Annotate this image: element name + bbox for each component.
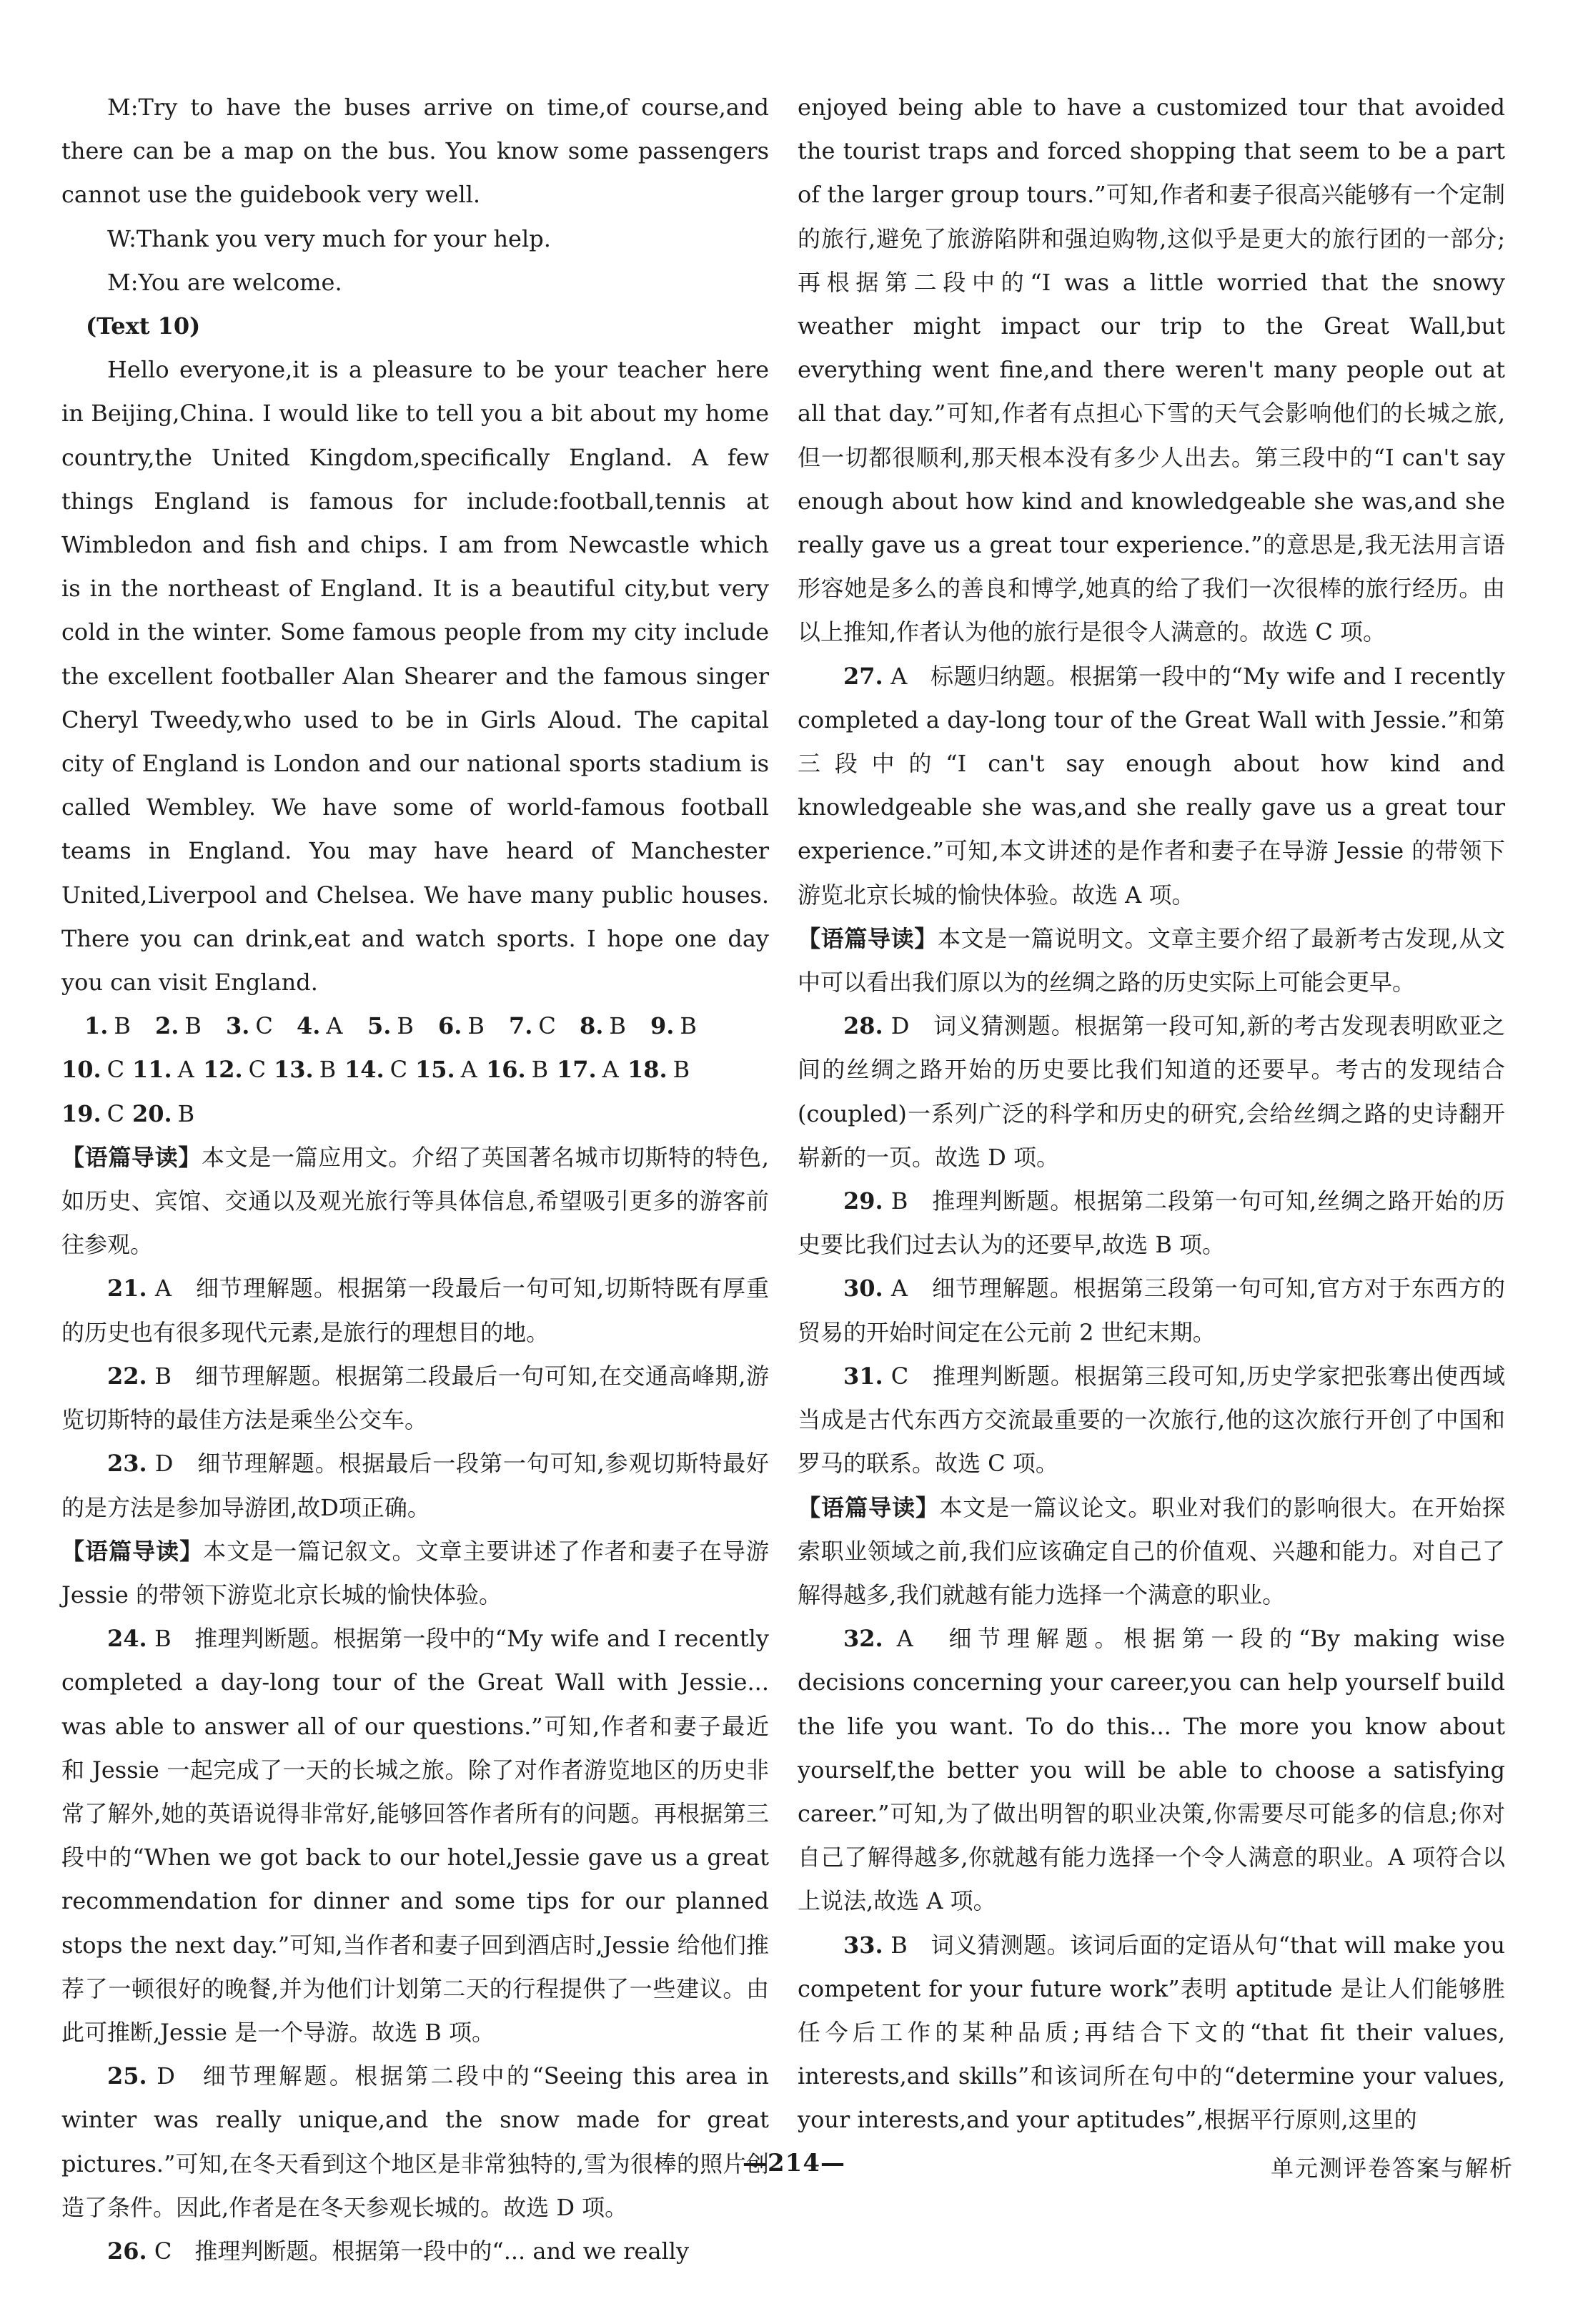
explanation-24: 24. B 推理判断题。根据第一段中的“My wife and I recently completed a day-long tour of the Great Wall with Jessie... was able to answer all of our questions.”可知,作者和妻子最近和 Jessie 一起完成了一天的长城之旅。除了对作者游览地区的历史非常了解外,她的英语说得非常好,能够回答作者所有的问题。再根据第三段中的“When we got back to our hotel,Jessie gave us a great recommendation for dinner and some tips for our planned stops the next day.”可知,当作者和妻子回到酒店时,Jessie 给他们推荐了一顿很好的晚餐,并为他们计划第二天的行程提供了一些建议。由此可推断,Jessie 是一个导游。故选 B 项。 [61,1625,769,2046]
answer-item: 10. C [61,1056,125,1084]
question-number: 23. [107,1450,147,1478]
reading-guide [798,917,1505,1004]
answer-key-list [61,1004,769,1048]
text10-heading: (Text 10) [86,312,201,340]
reading-guide-text: 本文是一篇记叙文。文章主要讲述了作者和妻子在导游 Jessie 的带领下游览北京长城的愉快体验。 [61,1537,769,1608]
page-number: —214— [743,2149,845,2177]
explanation-25: 25. D 细节理解题。根据第二段中的“Seeing this area in winter was really unique,and the snow made for great pictures.”可知,在冬天看到这个地区是非常独特的,雪为很棒的照片创造了条件。因此,作者是在冬天参观长城的。故选 D 项。 [61,2062,769,2221]
reading-guide-text: 本文是一篇应用文。介绍了英国著名城市切斯特的特色,如历史、宾馆、交通以及观光旅行等具体信息,希望吸引更多的游客前往参观。 [61,1143,769,1259]
page-footer [0,2145,1588,2202]
reading-guide [61,1530,769,1617]
answer-item: 5. B [367,1012,414,1040]
explanation-23: 23. D 细节理解题。根据最后一段第一句可知,参观切斯特最好的是方法是参加导游团,故D项正确。 [61,1450,769,1521]
question-number: 26. [107,2237,147,2265]
dialogue-line: W:Thank you very much for your help. [107,224,551,252]
explanation-21: 21. A 细节理解题。根据第一段最后一句可知,切斯特既有厚重的历史也有很多现代元素,是旅行的理想目的地。 [61,1275,769,1346]
question-number: 31. [843,1362,883,1390]
reading-guide-tag: 【语篇导读】 [61,1143,202,1171]
reading-guide [61,1136,769,1267]
explanation-26-start: 26. C 推理判断题。根据第一段中的“... and we really [107,2237,690,2265]
answer-item: 9. B [650,1012,697,1040]
answer-item: 15. A [415,1056,477,1084]
question-number: 28. [843,1012,883,1040]
answer-item: 7. C [509,1012,556,1040]
reading-guide-text: 本文是一篇说明文。文章主要介绍了最新考古发现,从文中可以看出我们原以为的丝绸之路的历史实际上可能会更早。 [798,924,1505,997]
question-number: 33. [843,1931,883,1959]
answer-key-list [61,1092,769,1136]
explanation-29: 29. B 推理判断题。根据第二段第一句可知,丝绸之路开始的历史要比我们过去认为的还要早,故选 B 项。 [798,1187,1505,1259]
answer-item: 12. C [203,1056,267,1084]
footer-title: 单元测评卷答案与解析 [1270,2155,1514,2182]
explanation-31: 31. C 推理判断题。根据第三段可知,历史学家把张骞出使西域当成是古代东西方交流最重要的一次旅行,他的这次旅行开创了中国和罗马的联系。故选 C 项。 [798,1362,1505,1478]
answer-item: 17. A [557,1056,619,1084]
left-column [61,86,769,2273]
text10-body: Hello everyone,it is a pleasure to be your teacher here in Beijing,China. I would like to tell you a bit about my home country,the United Kingdom,specifically England. A few things England is famous for include:football,tennis at Wimbledon and fish and chips. I am from Newcastle which is in the northeast of England. It is a beautiful city,but very cold in the winter. Some famous people from my city include the excellent footballer Alan Shearer and the famous singer Cheryl Tweedy,who used to be in Girls Aloud. The capital city of England is London and our national sports stadium is called Wembley. We have some of world-famous football teams in England. You may have heard of Manchester United,Liverpool and Chelsea. We have many public houses. There you can drink,eat and watch sports. I hope one day you can visit England. [61,356,769,997]
explanation-27: 27. A 标题归纳题。根据第一段中的“My wife and I recently completed a day-long tour of the Great Wall with Jessie.”和第三段中的“I can't say enough about how kind and knowledgeable she was,and she really gave us a great tour experience.”可知,本文讲述的是作者和妻子在导游 Jessie 的带领下游览北京长城的愉快体验。故选 A 项。 [798,662,1505,909]
question-number: 27. [843,662,883,690]
reading-guide-tag: 【语篇导读】 [61,1537,204,1565]
answer-item: 16. B [486,1056,549,1084]
explanation-28: 28. D 词义猜测题。根据第一段可知,新的考古发现表明欧亚之间的丝绸之路开始的历史要比我们知道的还要早。考古的发现结合(coupled)一系列广泛的科学和历史的研究,会给丝绸之路的史诗翻开崭新的一页。故选 D 项。 [798,1012,1505,1171]
answer-item: 3. C [226,1012,273,1040]
answer-item: 19. C [61,1099,125,1127]
answer-item: 8. B [580,1012,626,1040]
reading-guide-text: 本文是一篇议论文。职业对我们的影响很大。在开始探索职业领域之前,我们应该确定自己的价值观、兴趣和能力。对自己了解得越多,我们就越有能力选择一个满意的职业。 [798,1493,1505,1608]
answer-key-list [61,1048,769,1092]
question-number: 29. [843,1187,883,1215]
dialogue-line: M:Try to have the buses arrive on time,of course,and there can be a map on the bus. You know some passengers cannot use the guidebook very well. [61,94,769,209]
answer-item: 18. B [627,1056,690,1084]
question-number: 32. [843,1625,883,1653]
answer-item: 20. B [132,1099,195,1127]
reading-guide-tag: 【语篇导读】 [798,924,938,952]
right-column [798,86,1505,2142]
question-number: 25. [107,2062,147,2090]
question-number: 30. [843,1275,883,1302]
answer-item: 14. C [344,1056,408,1084]
question-number: 21. [107,1275,147,1302]
answer-item: 4. A [297,1012,343,1040]
answer-item: 11. A [132,1056,194,1084]
explanation-26-continued: enjoyed being able to have a customized tour that avoided the tourist traps and forced shopping that seem to be a part of the larger group tours.”可知,作者和妻子很高兴能够有一个定制的旅行,避免了旅游陷阱和强迫购物,这似乎是更大的旅行团的一部分;再根据第二段中的“I was a little worried that the snowy weather might impact our trip to the Great Wall,but everything went fine,and there weren't many people out at all that day.”可知,作者有点担心下雪的天气会影响他们的长城之旅,但一切都很顺利,那天根本没有多少人出去。第三段中的“I can't say enough about how kind and knowledgeable she was,and she really gave us a great tour experience.”的意思是,我无法用言语形容她是多么的善良和博学,她真的给了我们一次很棒的旅行经历。由以上推知,作者认为他的旅行是很令人满意的。故选 C 项。 [798,94,1505,646]
question-number: 22. [107,1362,147,1390]
answer-item: 1. B [84,1012,131,1040]
explanation-22: 22. B 细节理解题。根据第二段最后一句可知,在交通高峰期,游览切斯特的最佳方法是乘坐公交车。 [61,1362,769,1434]
dialogue-line: M:You are welcome. [107,268,342,296]
answer-item: 2. B [155,1012,202,1040]
question-number: 24. [107,1625,147,1653]
explanation-30: 30. A 细节理解题。根据第三段第一句可知,官方对于东西方的贸易的开始时间定在公元前 2 世纪末期。 [798,1275,1505,1346]
explanation-33: 33. B 词义猜测题。该词后面的定语从句“that will make you competent for your future work”表明 aptitude 是让人们能够胜任今后工作的某种品质;再结合下文的“that fit their values, interests,and skills”和该词所在句中的“determine your values, your interests,and your aptitudes”,根据平行原则,这里的 [798,1931,1505,2134]
explanation-32: 32. A 细节理解题。根据第一段的“By making wise decisions concerning your career,you can help yourself build the life you want. To do this... The more you know about yourself,the better you will be able to choose a satisfying career.”可知,为了做出明智的职业决策,你需要尽可能多的信息;你对自己了解得越多,你就越有能力选择一个令人满意的职业。A 项符合以上说法,故选 A 项。 [798,1625,1505,1915]
answer-item: 13. B [274,1056,337,1084]
reading-guide [798,1486,1505,1618]
answer-item: 6. B [438,1012,485,1040]
reading-guide-tag: 【语篇导读】 [798,1493,940,1521]
